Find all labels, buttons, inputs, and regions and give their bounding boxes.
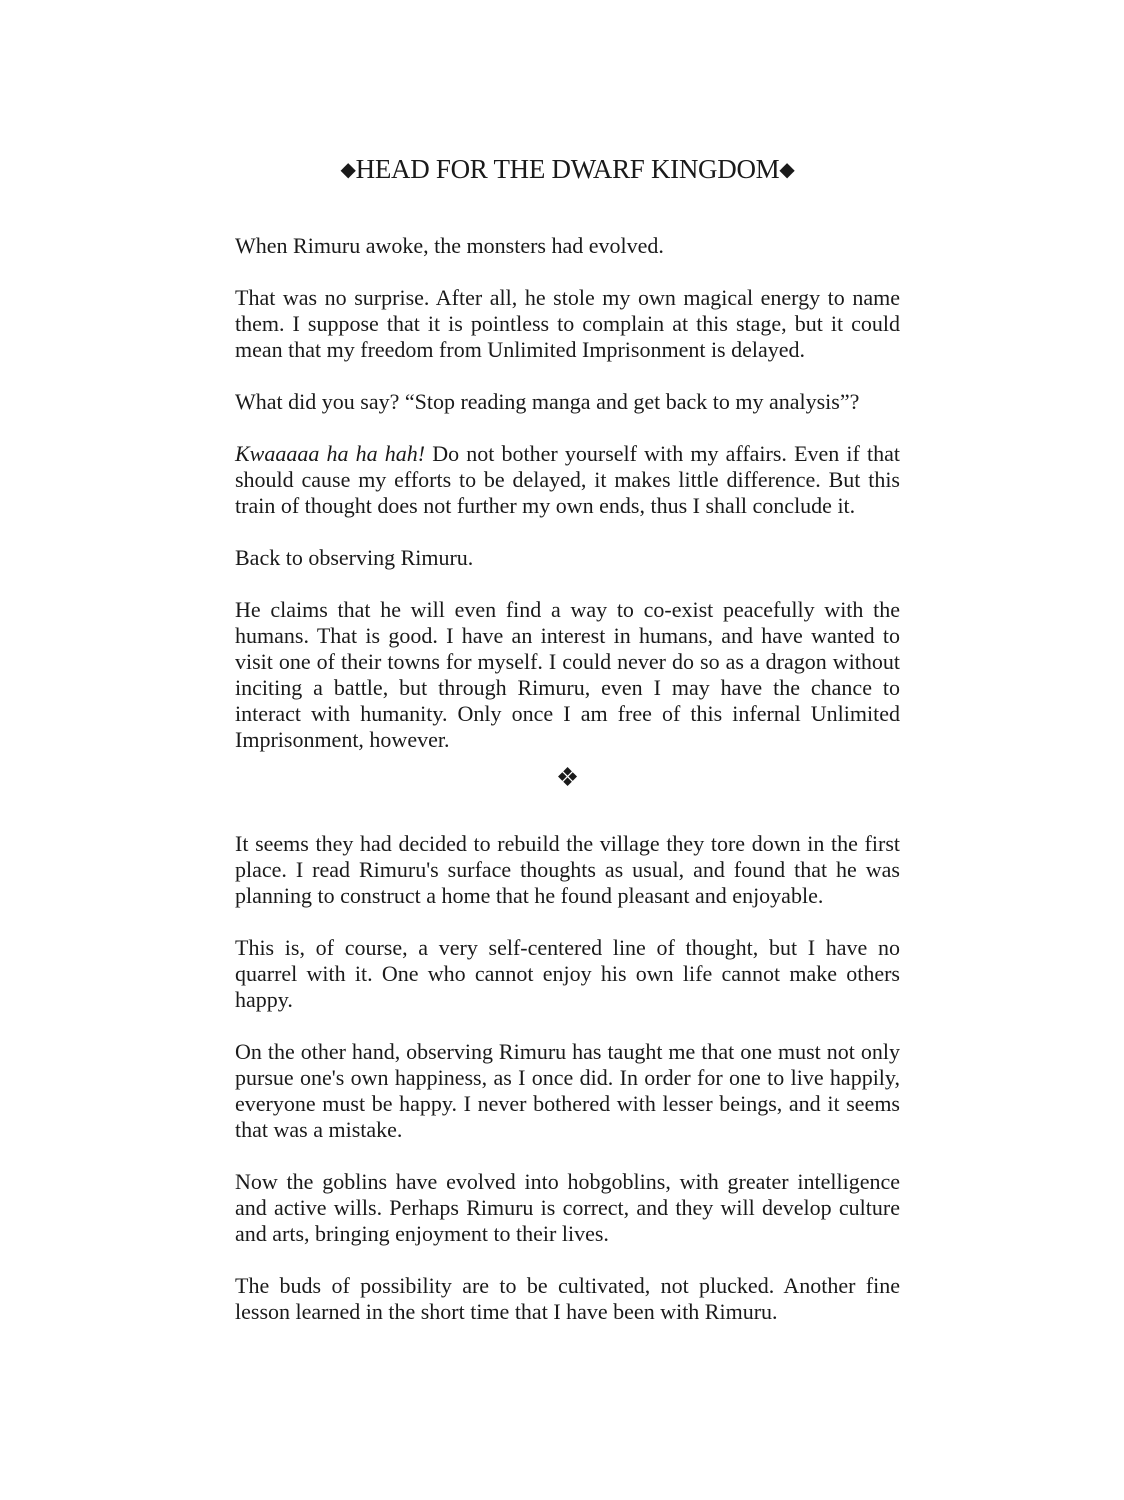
diamond-left-icon: ◆ <box>340 159 356 181</box>
section-break-ornament-icon: ❖ <box>555 763 580 792</box>
chapter-title-text: HEAD FOR THE DWARF KINGDOM <box>355 154 780 184</box>
paragraph: On the other hand, observing Rimuru has taught me that one must not only pursue one's own happiness, as I once did. In order for one to live happily, everyone must be happy. I never bothered with lesser beings, and it seems that was a mistake. <box>235 1039 900 1142</box>
paragraph: What did you say? “Stop reading manga and get back to my analysis”? <box>235 389 860 414</box>
paragraph: It seems they had decided to rebuild the village they tore down in the first place. I read Rimuru's surface thoughts as usual, and found that he was planning to construct a home that he found pleasant and enjoyable. <box>235 831 900 908</box>
paragraph: This is, of course, a very self-centered line of thought, but I have no quarrel with it. One who cannot enjoy his own life cannot make others happy. <box>235 935 900 1012</box>
paragraph: That was no surprise. After all, he stole my own magical energy to name them. I suppose that it is pointless to complain at this stage, but it could mean that my freedom from Unlimited Imprisonment is delayed. <box>235 285 900 362</box>
chapter-title <box>235 152 900 189</box>
paragraph-text: Do not bother yourself with my affairs. Even if that should cause my efforts to be delayed, it makes little difference. But this train of thought does not further my own ends, thus I shall conclude it. <box>235 441 900 518</box>
paragraph: The buds of possibility are to be cultivated, not plucked. Another fine lesson learned in the short time that I have been with Rimuru. <box>235 1273 900 1324</box>
body-text <box>235 233 900 1351</box>
paragraph: He claims that he will even find a way to co-exist peacefully with the humans. That is good. I have an interest in humans, and have wanted to visit one of their towns for myself. I could never do so as a dragon without inciting a battle, but through Rimuru, even I may have the chance to interact with humanity. Only once I am free of this infernal Unlimited Imprisonment, however. <box>235 597 900 752</box>
paragraph <box>235 441 900 519</box>
diamond-right-icon: ◆ <box>779 159 795 181</box>
italic-exclamation: Kwaaaaa ha ha hah! <box>235 441 426 466</box>
paragraph: Now the goblins have evolved into hobgoblins, with greater intelligence and active wills. Perhaps Rimuru is correct, and they will develop culture and arts, bringing enjoyment to their lives. <box>235 1169 900 1246</box>
paragraph: Back to observing Rimuru. <box>235 545 474 570</box>
paragraph: When Rimuru awoke, the monsters had evolved. <box>235 233 664 258</box>
